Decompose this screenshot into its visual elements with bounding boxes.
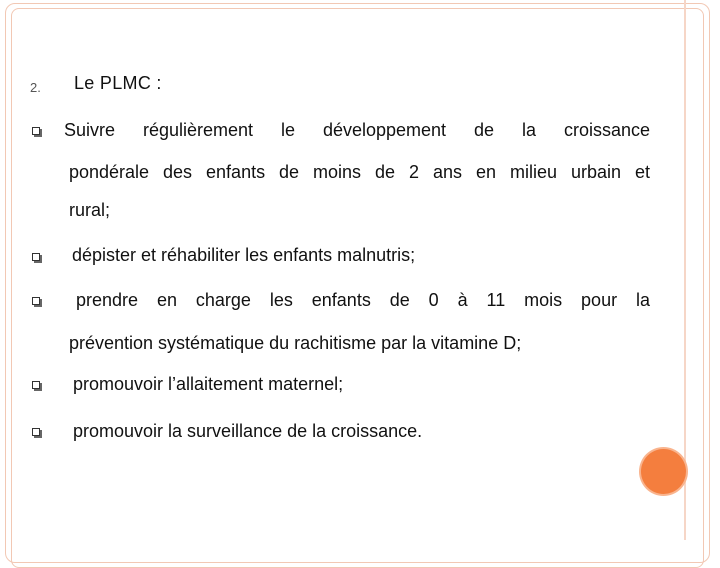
bullet-3-line-2: prévention systématique du rachitisme par la vitamine D;	[69, 333, 522, 353]
section-heading: Le PLMC :	[74, 73, 162, 93]
decorative-vertical-line	[684, 0, 686, 540]
bullet-4-line-1: promouvoir l’allaitement maternel;	[73, 374, 344, 394]
decorative-orange-circle	[641, 449, 686, 494]
bullet-square-icon	[32, 127, 40, 135]
bullet-5-line-1: promouvoir la surveillance de la croissance.	[73, 421, 423, 441]
bullet-3-line-1: prendre en charge les enfants de 0 à 11 mois pour la	[76, 290, 650, 310]
bullet-1-line-1: Suivre régulièrement le développement de la croissance	[64, 120, 650, 140]
bullet-1-line-2: pondérale des enfants de moins de 2 ans en milieu urbain et	[69, 162, 650, 182]
bullet-square-icon	[32, 428, 40, 436]
bullet-square-icon	[32, 381, 40, 389]
bullet-square-icon	[32, 253, 40, 261]
bullet-2-line-1: dépister et réhabiliter les enfants malnutris;	[72, 245, 416, 265]
bullet-square-icon	[32, 297, 40, 305]
section-number: 2.	[30, 80, 41, 95]
bullet-1-line-3: rural;	[69, 200, 111, 220]
